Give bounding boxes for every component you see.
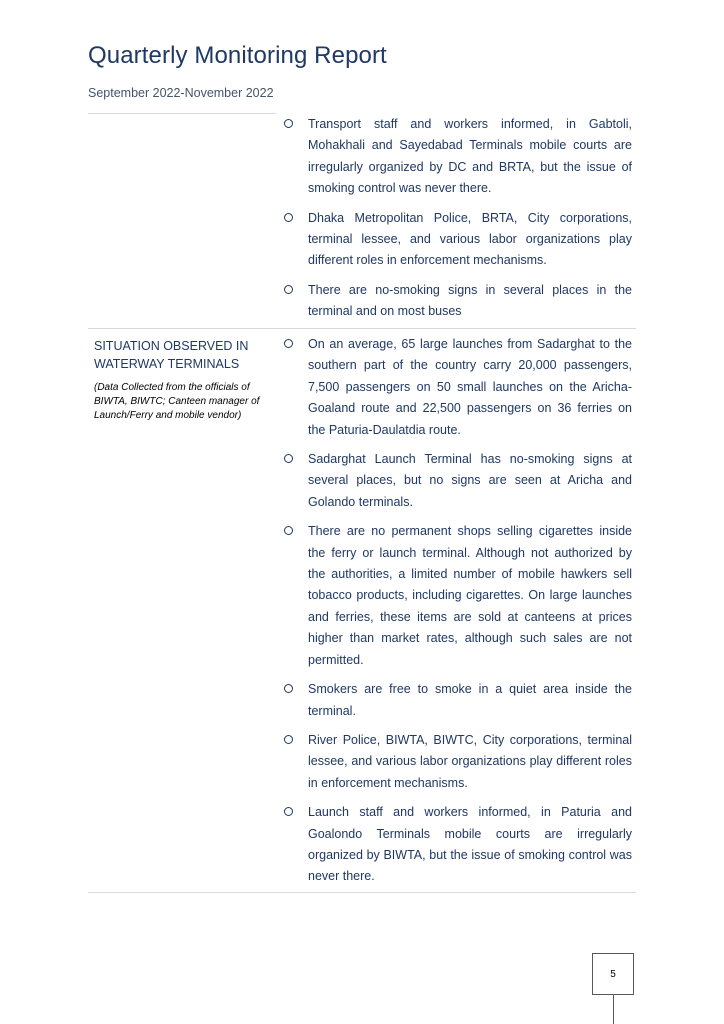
circle-bullet-icon <box>284 807 293 816</box>
list-item <box>284 334 632 441</box>
bullet-text: Launch staff and workers informed, in Paturia and Goalondo Terminals mobile courts are irregularly organized by BIWTA, but the issue of smoking control was never there. <box>308 805 632 884</box>
bullet-text: River Police, BIWTA, BIWTC, City corporations, terminal lessee, and various labor organizations play different roles in enforcement mechanisms. <box>308 732 632 790</box>
circle-bullet-icon <box>284 213 293 222</box>
bullet-text: Sadarghat Launch Terminal has no-smoking signs at several places, but no signs are seen at Aricha and Golando terminals. <box>308 452 632 509</box>
list-item <box>284 208 632 272</box>
circle-bullet-icon <box>284 454 293 463</box>
table-bottom-rule <box>88 892 636 893</box>
bullet-text: Transport staff and workers informed, in Gabtoli, Mohakhali and Sayedabad Terminals mobile courts are irregularly organized by DC and BRTA, but the issue of smoking control was never there. <box>308 117 632 196</box>
row2-source-note: (Data Collected from the officials of BIWTA, BIWTC; Canteen manager of Launch/Ferry and mobile vendor) <box>94 382 260 421</box>
report-period: September 2022-November 2022 <box>88 86 274 100</box>
bullet-text: Smokers are free to smoke in a quiet area inside the terminal. <box>308 682 632 718</box>
list-item <box>284 802 632 888</box>
bullet-text: Dhaka Metropolitan Police, BRTA, City corporations, terminal lessee, and various labor organizations play different roles in enforcement mechanisms. <box>308 210 632 268</box>
list-item <box>284 280 632 323</box>
row-divider <box>88 328 636 329</box>
circle-bullet-icon <box>284 339 293 348</box>
circle-bullet-icon <box>284 735 293 744</box>
row1-bullet-list <box>284 114 632 331</box>
circle-bullet-icon <box>284 285 293 294</box>
list-item <box>284 449 632 513</box>
bullet-text: There are no permanent shops selling cigarettes inside the ferry or launch terminal. Although not authorized by the authorities, a limited number of mobile hawkers sell tobacco products, including cigarettes. On large launches and ferries, these items are sold at canteens at prices higher than market rates, although such sales are not permitted. <box>308 524 632 667</box>
bullet-text: On an average, 65 large launches from Sadarghat to the southern part of the country carry 20,000 passengers, 7,500 passengers on 50 small launches on the Aricha-Goaland route and 22,500 passengers on 36 ferries on the Paturia-Daulatdia route. <box>308 337 632 437</box>
bullet-text: There are no-smoking signs in several places in the terminal and on most buses <box>308 282 632 319</box>
list-item <box>284 730 632 794</box>
report-title: Quarterly Monitoring Report <box>88 42 387 69</box>
row2-left-cell <box>94 337 280 423</box>
row2-heading: SITUATION OBSERVED IN WATERWAY TERMINALS <box>94 339 249 371</box>
page-number: 5 <box>592 953 634 995</box>
page-number-tick <box>613 995 614 1024</box>
table-top-rule <box>88 113 276 114</box>
list-item <box>284 114 632 200</box>
row2-bullet-list <box>284 334 632 896</box>
list-item <box>284 679 632 722</box>
circle-bullet-icon <box>284 684 293 693</box>
circle-bullet-icon <box>284 526 293 535</box>
list-item <box>284 521 632 671</box>
circle-bullet-icon <box>284 119 293 128</box>
